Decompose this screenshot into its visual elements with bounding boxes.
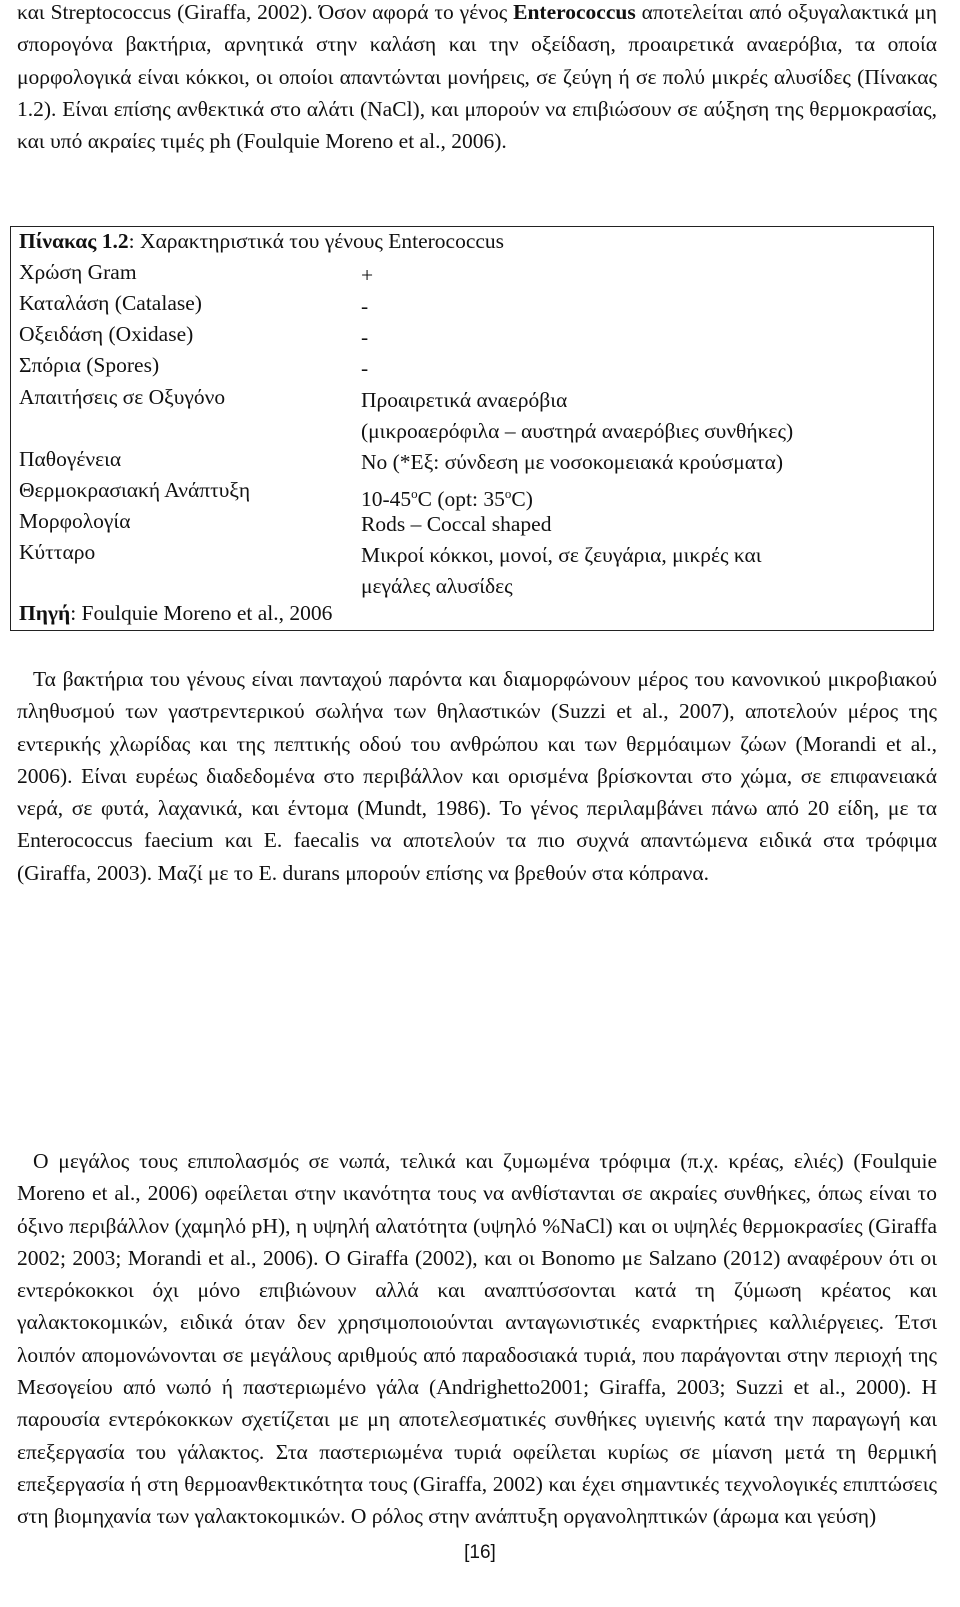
row-key: Απαιτήσεις σε Οξυγόνο — [19, 385, 226, 409]
text-run: και Streptococcus (Giraffa, 2002). Όσον αφορά το γένος — [17, 0, 514, 24]
genus-name-bold: Enterococcus — [513, 0, 636, 24]
row-value-line: Μικροί κόκκοι, μονοί, σε ζευγάρια, μικρές και — [361, 543, 762, 567]
text-run: αποτελείται από οξυγαλακτικά μη σπορογόνα βακτήρια, αρνητικά στην καλάση και την οξείδαση, προαιρετικά αναερόβια, τα οποία μορφολογικά είναι κόκκοι, οι οποίοι απαντώνται μονήρεις, σε ζεύγη ή σε πολύ μικρές αλυσίδες (Πίνακας 1.2). Είναι επίσης ανθεκτικά στο αλάτι (NaCl), και μπορούν να επιβιώσουν σε αύξηση της θερμοκρασίας, και υπό ακραίες τιμές ph (Foulquie Moreno et al., 2006). — [17, 0, 937, 154]
row-value: Rods – Coccal shaped — [361, 512, 552, 536]
row-value: No (*Εξ: σύνδεση με νοσοκομειακά κρούσματα) — [361, 450, 784, 474]
table-source-text: : Foulquie Moreno et al., 2006 — [70, 601, 333, 625]
row-value — [361, 385, 793, 447]
row-key: Κύτταρο — [19, 540, 96, 564]
table-source-label: Πηγή — [19, 601, 71, 625]
row-value: - — [361, 294, 369, 318]
row-key: Παθογένεια — [19, 447, 122, 471]
paragraph-intro — [17, 0, 937, 157]
paragraph-prevalence: Ο μεγάλος τους επιπολασμός σε νωπά, τελικά και ζυμωμένα τρόφιμα (π.χ. κρέας, ελιές) (Foulquie Moreno et al., 2006) οφείλεται στην ικανότητα τους να ανθίστανται σε ακραίες συνθήκες, όπως είναι το όξινο περιβάλλον (χαμηλό pH), η υψηλή αλατότητα (υψηλό %NaCl) και οι υψηλές θερμοκρασίες (Giraffa 2002; 2003; Morandi et al., 2006). O Giraffa (2002), και οι Bonomo με Salzano (2012) αναφέρουν ότι οι εντερόκοκκοι όχι μόνο επιβιώνουν αλλά και αναπτύσσονται κατά τη ζύμωση κρέατος και γαλακτοκομικών, ειδικά όταν δεν χρησιμοποιούνται ανταγωνιστικές εναρκτήριες καλλιέργειες. Έτσι λοιπόν απομονώνονται σε μεγάλους αριθμούς από παραδοσιακά τυριά, που παράγονται στην περιοχή της Μεσογείου από νωπό ή παστεριωμένο γάλα (Andrighetto2001; Giraffa, 2003; Suzzi et al., 2000). Η παρουσία εντερόκοκκων σχετίζεται με μη αποτελεσματικές συνθήκες υγιεινής κατά την παραγωγή και επεξεργασία του γάλακτος. Στα παστεριωμένα τυριά οφείλεται κυρίως σε μίανση μετά τη θερμική επεξεργασία ή στη θερμοανθεκτικότητα τους (Giraffa, 2002) και έχει σημαντικές τεχνολογικές επιπτώσεις στη βιομηχανία των γαλακτοκομικών. Ο ρόλος στην ανάπτυξη οργανοληπτικών (άρωμα και γεύση) — [17, 1149, 937, 1529]
row-value: + — [361, 263, 374, 287]
row-key: Θερμοκρασιακή Ανάπτυξη — [19, 478, 251, 502]
row-value-line: (μικροαερόφιλα – αυστηρά αναερόβιες συνθήκες) — [361, 419, 794, 443]
row-value-line: Προαιρετικά αναερόβια — [361, 388, 568, 412]
row-value — [361, 540, 762, 602]
row-value: 10-45$^o$C (opt: 35$^o$C) — [361, 486, 533, 512]
row-key: Σπόρια (Spores) — [19, 353, 160, 377]
row-key: Καταλάση (Catalase) — [19, 291, 202, 315]
row-key: Χρώση Gram — [19, 260, 137, 284]
row-value: - — [361, 356, 369, 380]
table-caption-label: Πίνακας 1.2 — [19, 229, 129, 253]
row-value: - — [361, 325, 369, 349]
row-key: Οξειδάση (Oxidase) — [19, 322, 194, 346]
row-key: Μορφολογία — [19, 509, 131, 533]
row-value-line: μεγάλες αλυσίδες — [361, 574, 513, 598]
page-number: [16] — [464, 1542, 496, 1563]
characteristics-table — [10, 226, 934, 631]
table-caption-text: : Χαρακτηριστικά του γένους Enterococcus — [128, 229, 505, 253]
paragraph-habitat: Τα βακτήρια του γένους είναι πανταχού παρόντα και διαμορφώνουν μέρος του κανονικού μικροβιακού πληθυσμού των γαστρεντερικού σωλήνα των θηλαστικών (Suzzi et al., 2007), αποτελούν μέρος της εντερικής χλωρίδας και της πεπτικής οδού του ανθρώπου και των θερμόαιμων ζώων (Morandi et al., 2006). Είναι ευρέως διαδεδομένα στο περιβάλλον και ορισμένα βρίσκονται στο χώμα, σε επιφανειακά νερά, σε φυτά, λαχανικά, και έντομα (Mundt, 1986). Το γένος περιλαμβάνει πάνω από 20 είδη, με τα Enterococcus faecium και E. faecalis να αποτελούν τα πιο συχνά απαντώμενα ειδικά στα τρόφιμα (Giraffa, 2003). Μαζί με το E. durans μπορούν επίσης να βρεθούν στα κόπρανα. — [17, 667, 937, 885]
